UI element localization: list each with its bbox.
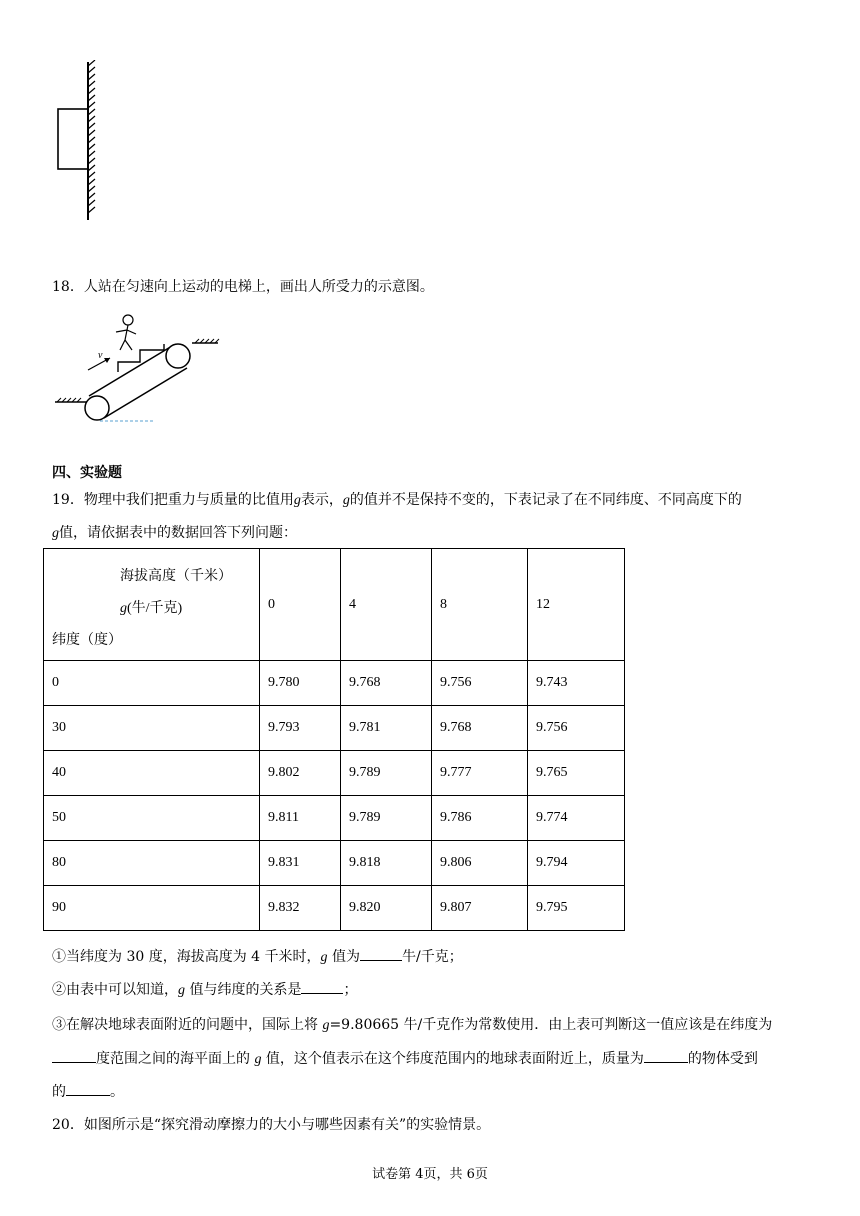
escalator-figure	[52, 310, 222, 425]
sub-question-2	[52, 979, 357, 999]
table-cell: 9.811	[260, 796, 341, 841]
table-cell-latitude: 90	[44, 886, 260, 931]
answer-blank[interactable]	[644, 1062, 688, 1063]
table-cell: 9.768	[341, 661, 432, 706]
sub-question-1	[52, 946, 463, 966]
wall-block-figure	[50, 60, 110, 225]
sub-question-3-line3	[52, 1081, 124, 1101]
table-row	[44, 886, 625, 931]
q19-text-d: 值，请依据表中的数据回答下列问题：	[59, 525, 297, 541]
table-row	[44, 841, 625, 886]
table-row	[44, 706, 625, 751]
g-symbol: g	[293, 493, 301, 508]
table-cell: 9.794	[528, 841, 625, 886]
gravity-table	[43, 548, 625, 931]
q19-text-b: 表示，	[300, 492, 343, 508]
table-cell: 9.777	[432, 751, 528, 796]
table-corner-cell	[44, 549, 260, 661]
table-row	[44, 796, 625, 841]
sub3-text-e: 的物体受到	[687, 1051, 758, 1067]
table-cell-latitude: 80	[44, 841, 260, 886]
page-footer: 试卷第 4页，共 6页	[372, 1167, 488, 1182]
table-cell: 9.743	[528, 661, 625, 706]
g-symbol: g	[322, 1018, 330, 1033]
table-cell: 9.818	[341, 841, 432, 886]
header-latitude: 纬度（度）	[52, 633, 122, 648]
table-cell: 9.807	[432, 886, 528, 931]
q19-line2	[52, 522, 297, 542]
sub3-text-end: 。	[110, 1084, 124, 1100]
sub1-text-c: 牛/千克；	[401, 949, 463, 965]
table-cell: 9.793	[260, 706, 341, 751]
table-header-cell: 0	[260, 549, 341, 661]
sub3-text-a: ③在解决地球表面附近的问题中，国际上将	[52, 1017, 323, 1033]
table-cell: 9.789	[341, 751, 432, 796]
table-cell: 9.789	[341, 796, 432, 841]
answer-blank[interactable]	[66, 1095, 110, 1096]
table-row	[44, 661, 625, 706]
table-cell: 9.780	[260, 661, 341, 706]
table-cell: 9.786	[432, 796, 528, 841]
answer-blank[interactable]	[52, 1062, 96, 1063]
q20-text: 20．如图所示是“探究滑动摩擦力的大小与哪些因素有关”的实验情景。	[52, 1117, 491, 1133]
table-header-cell: 12	[528, 549, 625, 661]
table-cell: 9.756	[528, 706, 625, 751]
velocity-label: v	[98, 350, 103, 361]
table-cell: 9.806	[432, 841, 528, 886]
g-unit-label: (牛/千克)	[127, 601, 183, 616]
sub1-text-b: 值为	[331, 949, 360, 965]
sub2-text-a: ②由表中可以知道，	[52, 982, 178, 998]
sub1-text-a: ①当纬度为 30 度，海拔高度为 4 千米时，	[52, 949, 321, 965]
table-cell-latitude: 30	[44, 706, 260, 751]
q18-text: 18．人站在匀速向上运动的电梯上，画出人所受力的示意图。	[52, 279, 434, 295]
table-cell: 9.802	[260, 751, 341, 796]
table-cell: 9.774	[528, 796, 625, 841]
sub3-text-c: 度范围之间的海平面上的	[96, 1051, 250, 1067]
g-symbol: g	[178, 983, 185, 998]
table-cell: 9.781	[341, 706, 432, 751]
table-cell-latitude: 40	[44, 751, 260, 796]
sub3-text-d: 值，这个值表示在这个纬度范围内的地球表面附近上，质量为	[265, 1051, 644, 1067]
table-header-cell: 8	[432, 549, 528, 661]
answer-blank[interactable]	[360, 960, 402, 961]
table-cell: 9.765	[528, 751, 625, 796]
sub2-text-c: ；	[343, 982, 358, 998]
section-heading: 四、实验题	[52, 465, 122, 481]
g-symbol: g	[342, 493, 350, 508]
table-cell: 9.756	[432, 661, 528, 706]
table-cell: 9.820	[341, 886, 432, 931]
q19-text-a: 19．物理中我们把重力与质量的比值用	[52, 492, 294, 508]
answer-blank[interactable]	[301, 993, 343, 994]
table-cell-latitude: 50	[44, 796, 260, 841]
g-symbol: g	[320, 950, 328, 965]
table-cell: 9.831	[260, 841, 341, 886]
sub-question-3-line1	[52, 1014, 772, 1034]
table-cell: 9.795	[528, 886, 625, 931]
q19-line1	[52, 489, 742, 509]
table-cell: 9.768	[432, 706, 528, 751]
q19-text-c: 的值并不是保持不变的，下表记录了在不同纬度、不同高度下的	[349, 492, 742, 508]
header-g-unit	[120, 597, 182, 617]
table-cell: 9.832	[260, 886, 341, 931]
header-altitude: 海拔高度（千米）	[120, 569, 232, 584]
table-header-row	[44, 549, 625, 661]
g-symbol: g	[52, 526, 59, 541]
table-row	[44, 751, 625, 796]
sub3-text-b: =9.80665 牛/千克作为常数使用．由上表可判断这一值应该是在纬度为	[329, 1017, 773, 1033]
table-cell-latitude: 0	[44, 661, 260, 706]
sub-question-3-line2	[52, 1048, 758, 1068]
g-symbol: g	[254, 1052, 262, 1067]
table-header-cell: 4	[341, 549, 432, 661]
g-symbol: g	[120, 601, 127, 616]
sub3-text-f: 的	[52, 1084, 66, 1100]
sub2-text-b: 值与纬度的关系是	[189, 982, 302, 998]
